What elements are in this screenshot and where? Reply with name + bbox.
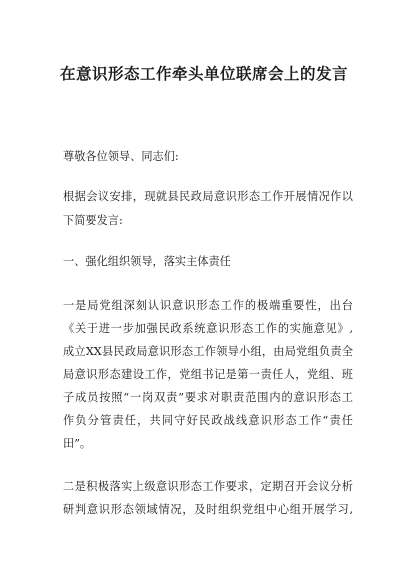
document-title: 在意识形态工作牵头单位联席会上的发言 <box>59 65 348 83</box>
para1-line-1: 一是局党组深刻认识意识形态工作的极端重要性，出台 <box>63 299 353 312</box>
para1-line-2: 《关于进一步加强民政系统意识形态工作的实施意见》, <box>63 322 353 335</box>
para1-line-7: 田”。 <box>63 437 92 450</box>
para1-line-4: 局意识形态建设工作，党组书记是第一责任人，党组、班 <box>63 368 353 381</box>
intro-line-2: 下简要发言: <box>63 214 123 227</box>
section-heading-1: 一、强化组织领导，落实主体责任 <box>63 255 231 268</box>
para1-line-3: 成立XX县民政局意识形态工作领导小组，由局党组负责全 <box>63 345 353 358</box>
intro-line-1: 根据会议安排，现就县民政局意识形态工作开展情况作以 <box>63 190 353 203</box>
para1-line-5: 子成员按照“一岗双责”要求对职责范围内的意识形态工 <box>63 391 353 404</box>
para2-line-1: 二是积极落实上级意识形态工作要求，定期召开会议分析 <box>63 480 353 493</box>
para2-line-2: 研判意识形态领域情况，及时组织党组中心组开展学习, <box>63 503 353 516</box>
para1-line-6: 作负分管责任，共同守好民政战线意识形态工作“责任 <box>63 414 353 427</box>
greeting-line: 尊敬各位领导、同志们: <box>63 150 179 163</box>
